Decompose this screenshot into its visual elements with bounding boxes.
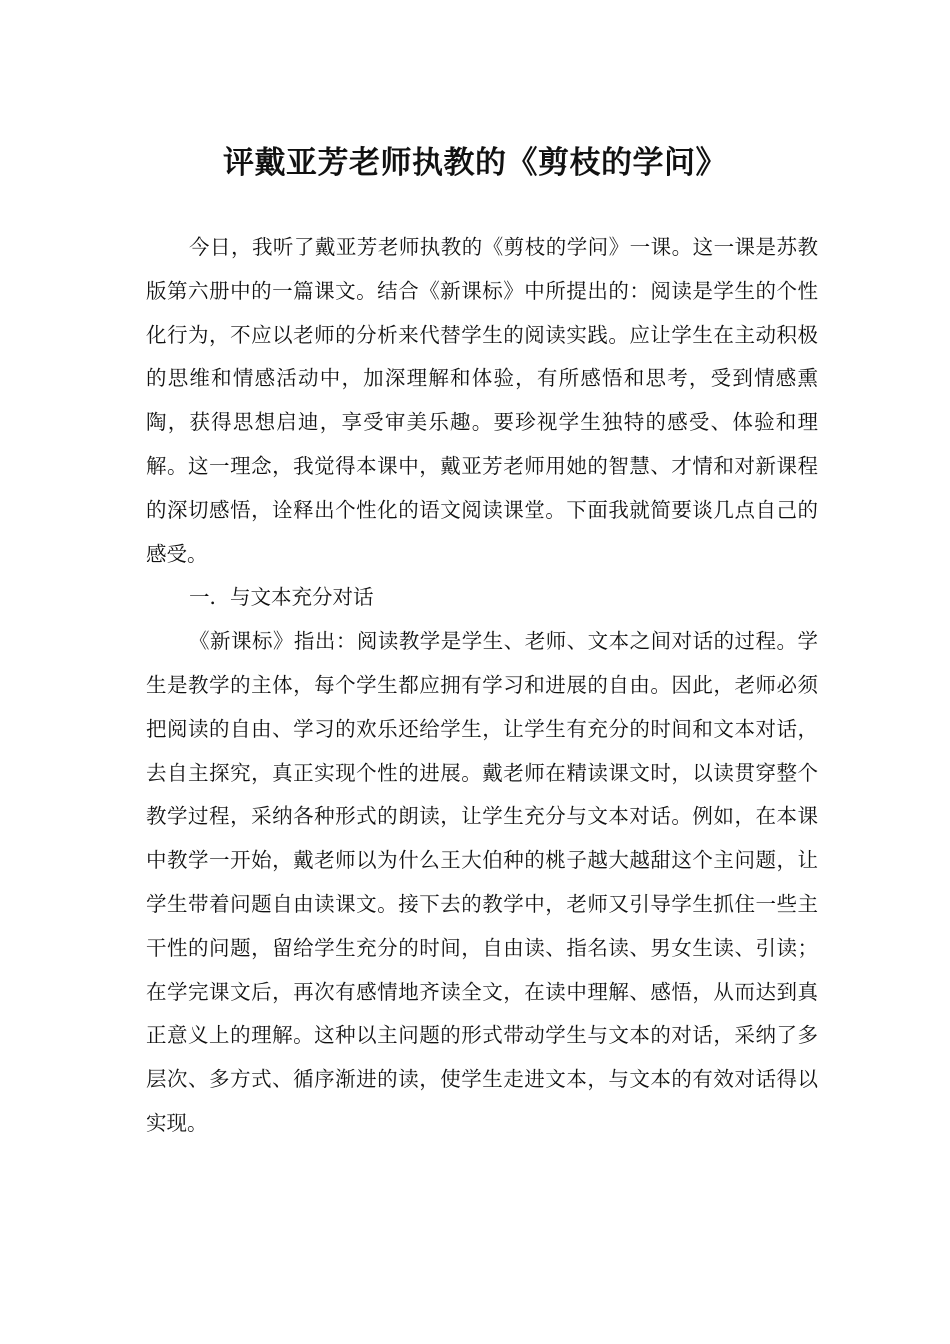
paragraph-section-1: 《新课标》指出：阅读教学是学生、老师、文本之间对话的过程。学生是教学的主体，每个学生都应拥有学习和进展的自由。因此，老师必须把阅读的自由、学习的欢乐还给学生，让学生有充分的时间和文本对话，去自主探究，真正实现个性的进展。戴老师在精读课文时，以读贯穿整个教学过程，采纳各种形式的朗读，让学生充分与文本对话。例如，在本课中教学一开始，戴老师以为什么王大伯种的桃子越大越甜这个主问题，让学生带着问题自由读课文。接下去的教学中，老师又引导学生抓住一些主干性的问题，留给学生充分的时间，自由读、指名读、男女生读、引读；在学完课文后，再次有感情地齐读全文，在读中理解、感悟，从而达到真正意义上的理解。这种以主问题的形式带动学生与文本的对话，采纳了多层次、多方式、循序渐进的读，使学生走进文本，与文本的有效对话得以实现。 <box>146 629 818 1135</box>
section-heading-1: 一．与文本充分对话 <box>189 585 374 610</box>
document-body <box>146 226 818 1146</box>
document-title: 评戴亚芳老师执教的《剪枝的学问》 <box>223 144 727 181</box>
paragraph-intro: 今日，我听了戴亚芳老师执教的《剪枝的学问》一课。这一课是苏教版第六册中的一篇课文。结合《新课标》中所提出的：阅读是学生的个性化行为，不应以老师的分析来代替学生的阅读实践。应让学生在主动积极的思维和情感活动中，加深理解和体验，有所感悟和思考，受到情感熏陶，获得思想启迪，享受审美乐趣。要珍视学生独特的感受、体验和理解。这一理念，我觉得本课中，戴亚芳老师用她的智慧、才情和对新课程的深切感悟，诠释出个性化的语文阅读课堂。下面我就简要谈几点自己的感受。 <box>146 235 818 566</box>
